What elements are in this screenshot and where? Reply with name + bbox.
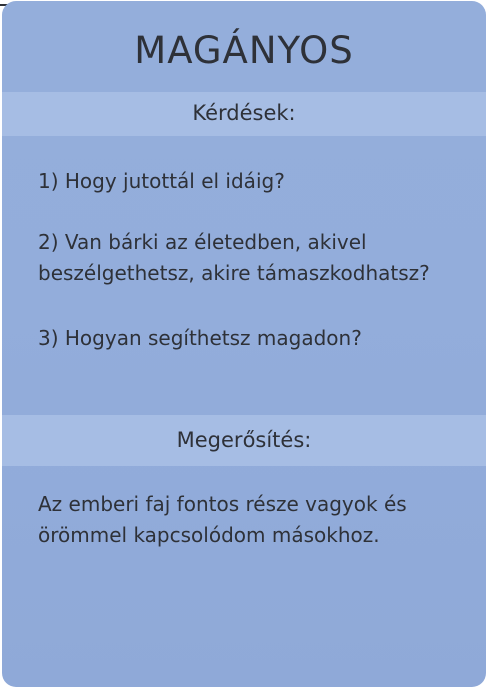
questions-heading-band [2, 92, 486, 136]
questions-heading: Kérdések: [192, 101, 296, 125]
question-1: 1) Hogy jutottál el idáig? [38, 169, 285, 193]
affirmation-heading: Megerősítés: [176, 428, 312, 452]
card-title: MAGÁNYOS [134, 29, 354, 72]
question-3: 3) Hogyan segíthetsz magadon? [38, 326, 362, 350]
affirmation-heading-band [2, 415, 486, 466]
affirmation-text: Az emberi faj fontos része vagyok és örömmel kapcsolódom másokhoz. [38, 492, 407, 547]
question-2: 2) Van bárki az életedben, akivel beszélgethetsz, akire támaszkodhatsz? [38, 230, 430, 285]
card [2, 1, 486, 687]
